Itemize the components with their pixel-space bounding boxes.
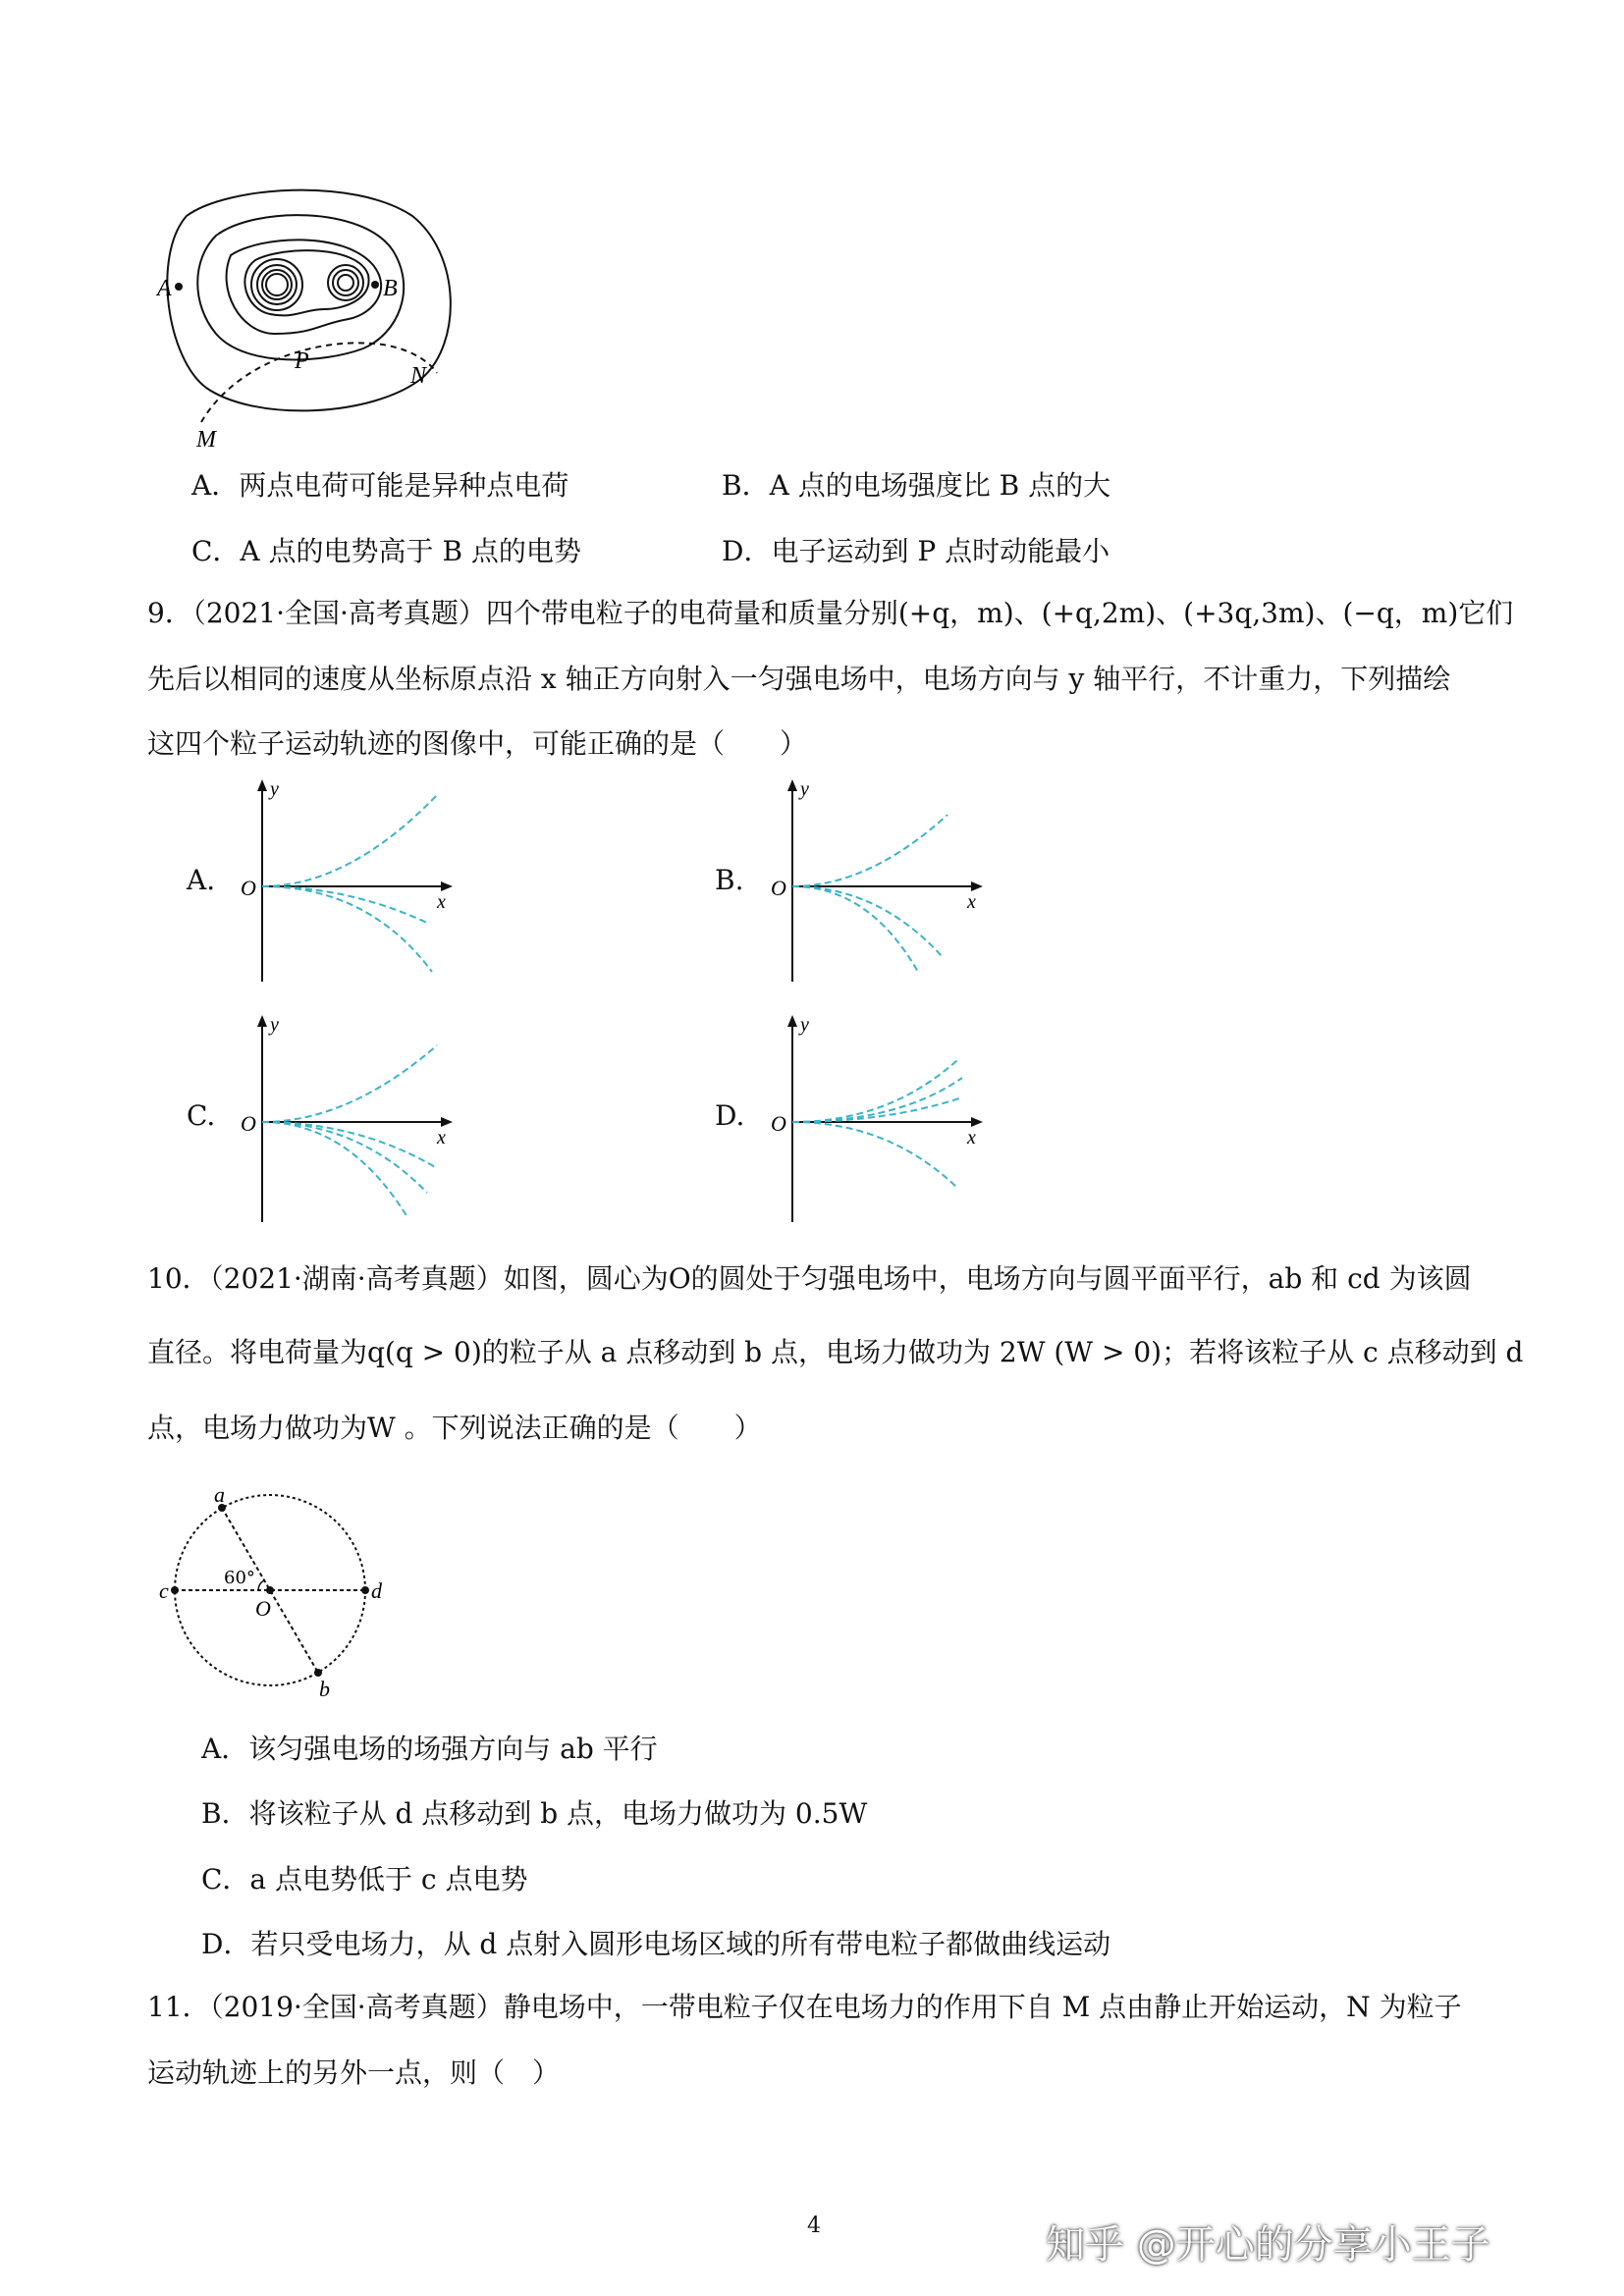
- y-axis-label: y: [800, 778, 809, 800]
- origin-label: O: [241, 1111, 256, 1136]
- origin-label: O: [241, 876, 256, 900]
- q9-graph-d: [761, 1011, 987, 1227]
- q9-line-3: 这四个粒子运动轨迹的图像中，可能正确的是（ ）: [147, 727, 808, 760]
- x-axis-label: x: [967, 1127, 976, 1148]
- q10-option-a: A．该匀强电场的场强方向与 ab 平行: [201, 1733, 658, 1765]
- q9-graph-b-label: B.: [715, 864, 744, 896]
- x-axis-label: x: [967, 891, 976, 913]
- q9-graph-d-label: D.: [715, 1099, 745, 1132]
- q9-graph-a-label: A.: [187, 864, 216, 896]
- angle-label: 60°: [224, 1568, 255, 1588]
- q8-option-c: C．A 点的电势高于 B 点的电势: [191, 535, 581, 567]
- q10-option-c: C．a 点电势低于 c 点电势: [201, 1863, 528, 1896]
- q9-graph-c-label: C.: [187, 1099, 216, 1132]
- q9-graph-a: [231, 775, 457, 987]
- y-axis-label: y: [270, 778, 279, 800]
- q10-option-d: D．若只受电场力，从 d 点射入圆形电场区域的所有带电粒子都做曲线运动: [201, 1928, 1111, 1960]
- x-axis-label: x: [437, 891, 446, 913]
- label-B: B: [383, 276, 398, 301]
- q8-option-d: D．电子运动到 P 点时动能最小: [722, 535, 1110, 567]
- origin-label: O: [771, 1111, 786, 1136]
- point-a-label: a: [214, 1482, 225, 1507]
- q9-line-2: 先后以相同的速度从坐标原点沿 x 轴正方向射入一匀强电场中，电场方向与 y 轴平行，不计重力，下列描绘: [147, 663, 1451, 695]
- watermark: 知乎 @开心的分享小王子: [1046, 2222, 1490, 2268]
- label-A: A: [157, 276, 172, 301]
- q9-graph-c: [231, 1011, 457, 1227]
- q10-line-2: 直径。将电荷量为q(q > 0)的粒子从 a 点移动到 b 点，电场力做功为 2W (W > 0)；若将该粒子从 c 点移动到 d: [147, 1336, 1524, 1368]
- q10-line-1: 10．（2021·湖南·高考真题）如图，圆心为O的圆处于匀强电场中，电场方向与圆平面平行，ab 和 cd 为该圆: [147, 1262, 1472, 1295]
- q11-line-1: 11．（2019·全国·高考真题）静电场中，一带电粒子仅在电场力的作用下自 M 点由静止开始运动，N 为粒子: [147, 1991, 1462, 2023]
- q9-line-1: 9．（2021·全国·高考真题）四个带电粒子的电荷量和质量分别(+q，m)、(+q,2m)、(+3q,3m)、(−q，m)它们: [147, 597, 1514, 629]
- origin-label: O: [771, 876, 786, 900]
- q11-line-2: 运动轨迹上的另外一点，则（ ）: [147, 2056, 561, 2089]
- q10-option-b: B．将该粒子从 d 点移动到 b 点，电场力做功为 0.5W: [201, 1797, 868, 1830]
- q8-option-a: A．两点电荷可能是异种点电荷: [191, 469, 569, 502]
- point-o-label: O: [255, 1596, 271, 1621]
- y-axis-label: y: [270, 1014, 279, 1036]
- y-axis-label: y: [800, 1014, 809, 1036]
- point-b-label: b: [319, 1677, 330, 1701]
- x-axis-label: x: [437, 1127, 446, 1148]
- equipotential-figure: [147, 177, 471, 461]
- point-d-label: d: [371, 1578, 382, 1603]
- q8-option-b: B．A 点的电场强度比 B 点的大: [722, 469, 1111, 502]
- label-N: N: [410, 363, 427, 389]
- page-number: 4: [807, 2214, 821, 2238]
- point-c-label: c: [159, 1578, 169, 1603]
- label-M: M: [196, 427, 216, 453]
- q9-graph-b: [761, 775, 987, 987]
- label-P: P: [295, 348, 309, 374]
- q10-line-3: 点，电场力做功为W 。下列说法正确的是（ ）: [147, 1412, 762, 1444]
- q10-circle-figure: [157, 1482, 393, 1703]
